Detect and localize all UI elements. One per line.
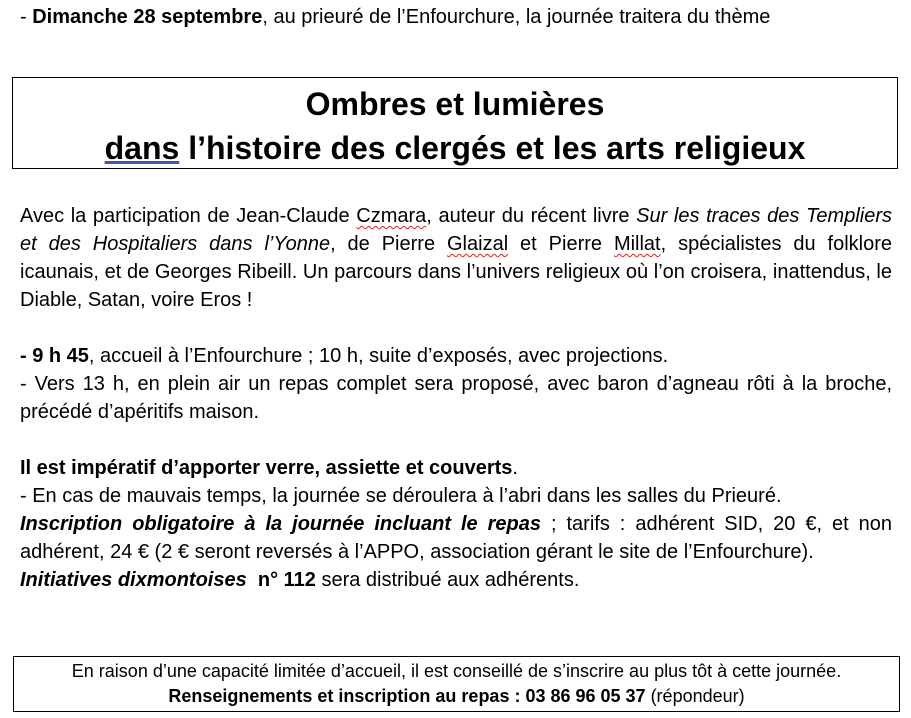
- schedule-block: [20, 342, 892, 426]
- participation-text-4: et Pierre: [508, 233, 614, 255]
- author-name-czmara: Czmara: [356, 205, 427, 227]
- title-line-2: [13, 126, 897, 170]
- participation-text-1: Avec la participation de Jean-Claude: [20, 205, 357, 227]
- initiatives-line: [20, 566, 892, 594]
- footer-answering-machine: (répondeur): [645, 686, 745, 706]
- participation-paragraph: [20, 202, 892, 314]
- imperative-text: Il est impératif d’apporter verre, assiette et couverts: [20, 457, 513, 479]
- imperative-end: .: [512, 457, 518, 479]
- author-name-glaizal: Glaizal: [447, 233, 509, 255]
- participation-text-5: , spécialistes du folklore icaunais, et de Georges Ribeill. Un parcours dans l’univers religieux où l’on croisera, inattendus, le Diable, Satan, voire Eros !: [20, 233, 893, 311]
- book-title: Sur les traces des Templiers et des Hospitaliers dans l’Yonne: [20, 205, 892, 255]
- inscription-paragraph: [20, 510, 892, 566]
- info-block: [20, 454, 892, 594]
- schedule-line-2: - Vers 13 h, en plein air un repas complet sera proposé, avec baron d’agneau rôti à la broche, précédé d’apéritifs maison.: [20, 373, 892, 423]
- author-name-millat: Millat: [613, 233, 661, 255]
- inscription-title: Inscription obligatoire à la journée incluant le repas: [20, 513, 541, 535]
- event-date: Dimanche 28 septembre: [32, 6, 263, 28]
- schedule-time: - 9 h 45: [20, 345, 89, 367]
- participation-text-2: , auteur du récent livre: [426, 205, 637, 227]
- schedule-line-1: [20, 342, 892, 370]
- intro-paragraph: [20, 3, 892, 31]
- inscription-text: ; tarifs : adhérent SID, 20 €, et non adhérent, 24 € (2 € seront reversés à l’APPO, association gérant le site de l’Enfourchure).: [20, 513, 892, 563]
- schedule-text-1: , accueil à l’Enfourchure ; 10 h, suite d’exposés, avec projections.: [88, 345, 669, 367]
- title-line-1: Ombres et lumières: [305, 86, 605, 122]
- weather-line: - En cas de mauvais temps, la journée se déroulera à l’abri dans les salles du Prieuré.: [20, 485, 782, 507]
- footer-box: [13, 656, 900, 712]
- initiatives-text: sera distribué aux adhérents.: [315, 569, 580, 591]
- participation-text-3: , de Pierre: [330, 233, 447, 255]
- title-underlined-word: dans: [104, 130, 180, 166]
- imperative-line: [20, 454, 892, 482]
- title-box: [12, 77, 898, 169]
- footer-line-1: En raison d’une capacité limitée d’accueil, il est conseillé de s’inscrire au plus tôt à cette journée.: [71, 661, 842, 681]
- initiatives-number: n° 112: [246, 569, 316, 591]
- initiatives-title: Initiatives dixmontoises: [20, 569, 247, 591]
- footer-phone: Renseignements et inscription au repas : 03 86 96 05 37: [168, 686, 646, 706]
- title-line-2-rest: l’histoire des clergés et les arts religieux: [179, 130, 806, 166]
- intro-prefix: -: [20, 6, 33, 28]
- footer-line-2: [14, 684, 899, 709]
- intro-text: , au prieuré de l’Enfourchure, la journée traitera du thème: [262, 6, 771, 28]
